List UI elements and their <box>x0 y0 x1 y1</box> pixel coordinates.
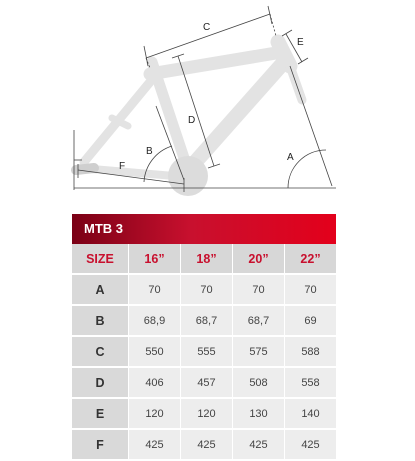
geometry-table <box>72 244 336 461</box>
table-title: MTB 3 <box>72 214 336 244</box>
table-cell: 70 <box>232 275 284 306</box>
table-cell: 130 <box>232 399 284 430</box>
table-cell: 70 <box>180 275 232 306</box>
size-16-header: 16” <box>128 244 180 275</box>
table-cell: 406 <box>128 368 180 399</box>
table-cell: 575 <box>232 337 284 368</box>
table-cell: 140 <box>284 399 336 430</box>
row-label: F <box>72 430 128 461</box>
row-label: E <box>72 399 128 430</box>
table-row <box>72 368 336 399</box>
table-cell: 425 <box>284 430 336 461</box>
size-18-header: 18” <box>180 244 232 275</box>
label-d: D <box>188 115 196 126</box>
table-row <box>72 399 336 430</box>
table-row <box>72 337 336 368</box>
table-cell: 120 <box>128 399 180 430</box>
label-a: A <box>287 152 294 163</box>
table-cell: 70 <box>284 275 336 306</box>
table-cell: 425 <box>128 430 180 461</box>
table-row <box>72 306 336 337</box>
bottom-bracket <box>168 156 208 196</box>
table-header-row <box>72 244 336 275</box>
table-cell: 588 <box>284 337 336 368</box>
dim-a <box>290 66 332 186</box>
frame-geometry-diagram <box>0 0 415 205</box>
table-cell: 550 <box>128 337 180 368</box>
table-row <box>72 275 336 306</box>
label-c: C <box>203 22 211 33</box>
table-cell: 68,9 <box>128 306 180 337</box>
dimension-lines <box>74 6 336 192</box>
size-table-section <box>72 214 336 461</box>
table-cell: 68,7 <box>232 306 284 337</box>
table-cell: 425 <box>180 430 232 461</box>
size-20-header: 20” <box>232 244 284 275</box>
label-e: E <box>297 37 304 48</box>
row-label: C <box>72 337 128 368</box>
table-cell: 68,7 <box>180 306 232 337</box>
size-22-header: 22” <box>284 244 336 275</box>
table-cell: 555 <box>180 337 232 368</box>
row-label: D <box>72 368 128 399</box>
top-tube <box>150 52 282 74</box>
label-f: F <box>119 161 126 172</box>
size-column-header: SIZE <box>72 244 128 275</box>
table-row <box>72 430 336 461</box>
table-cell: 558 <box>284 368 336 399</box>
table-cell: 508 <box>232 368 284 399</box>
table-cell: 457 <box>180 368 232 399</box>
table-cell: 69 <box>284 306 336 337</box>
label-b: B <box>146 146 153 157</box>
row-label: A <box>72 275 128 306</box>
arc-a <box>288 150 326 188</box>
down-tube <box>190 62 284 168</box>
table-cell: 70 <box>128 275 180 306</box>
table-cell: 120 <box>180 399 232 430</box>
table-cell: 425 <box>232 430 284 461</box>
row-label: B <box>72 306 128 337</box>
